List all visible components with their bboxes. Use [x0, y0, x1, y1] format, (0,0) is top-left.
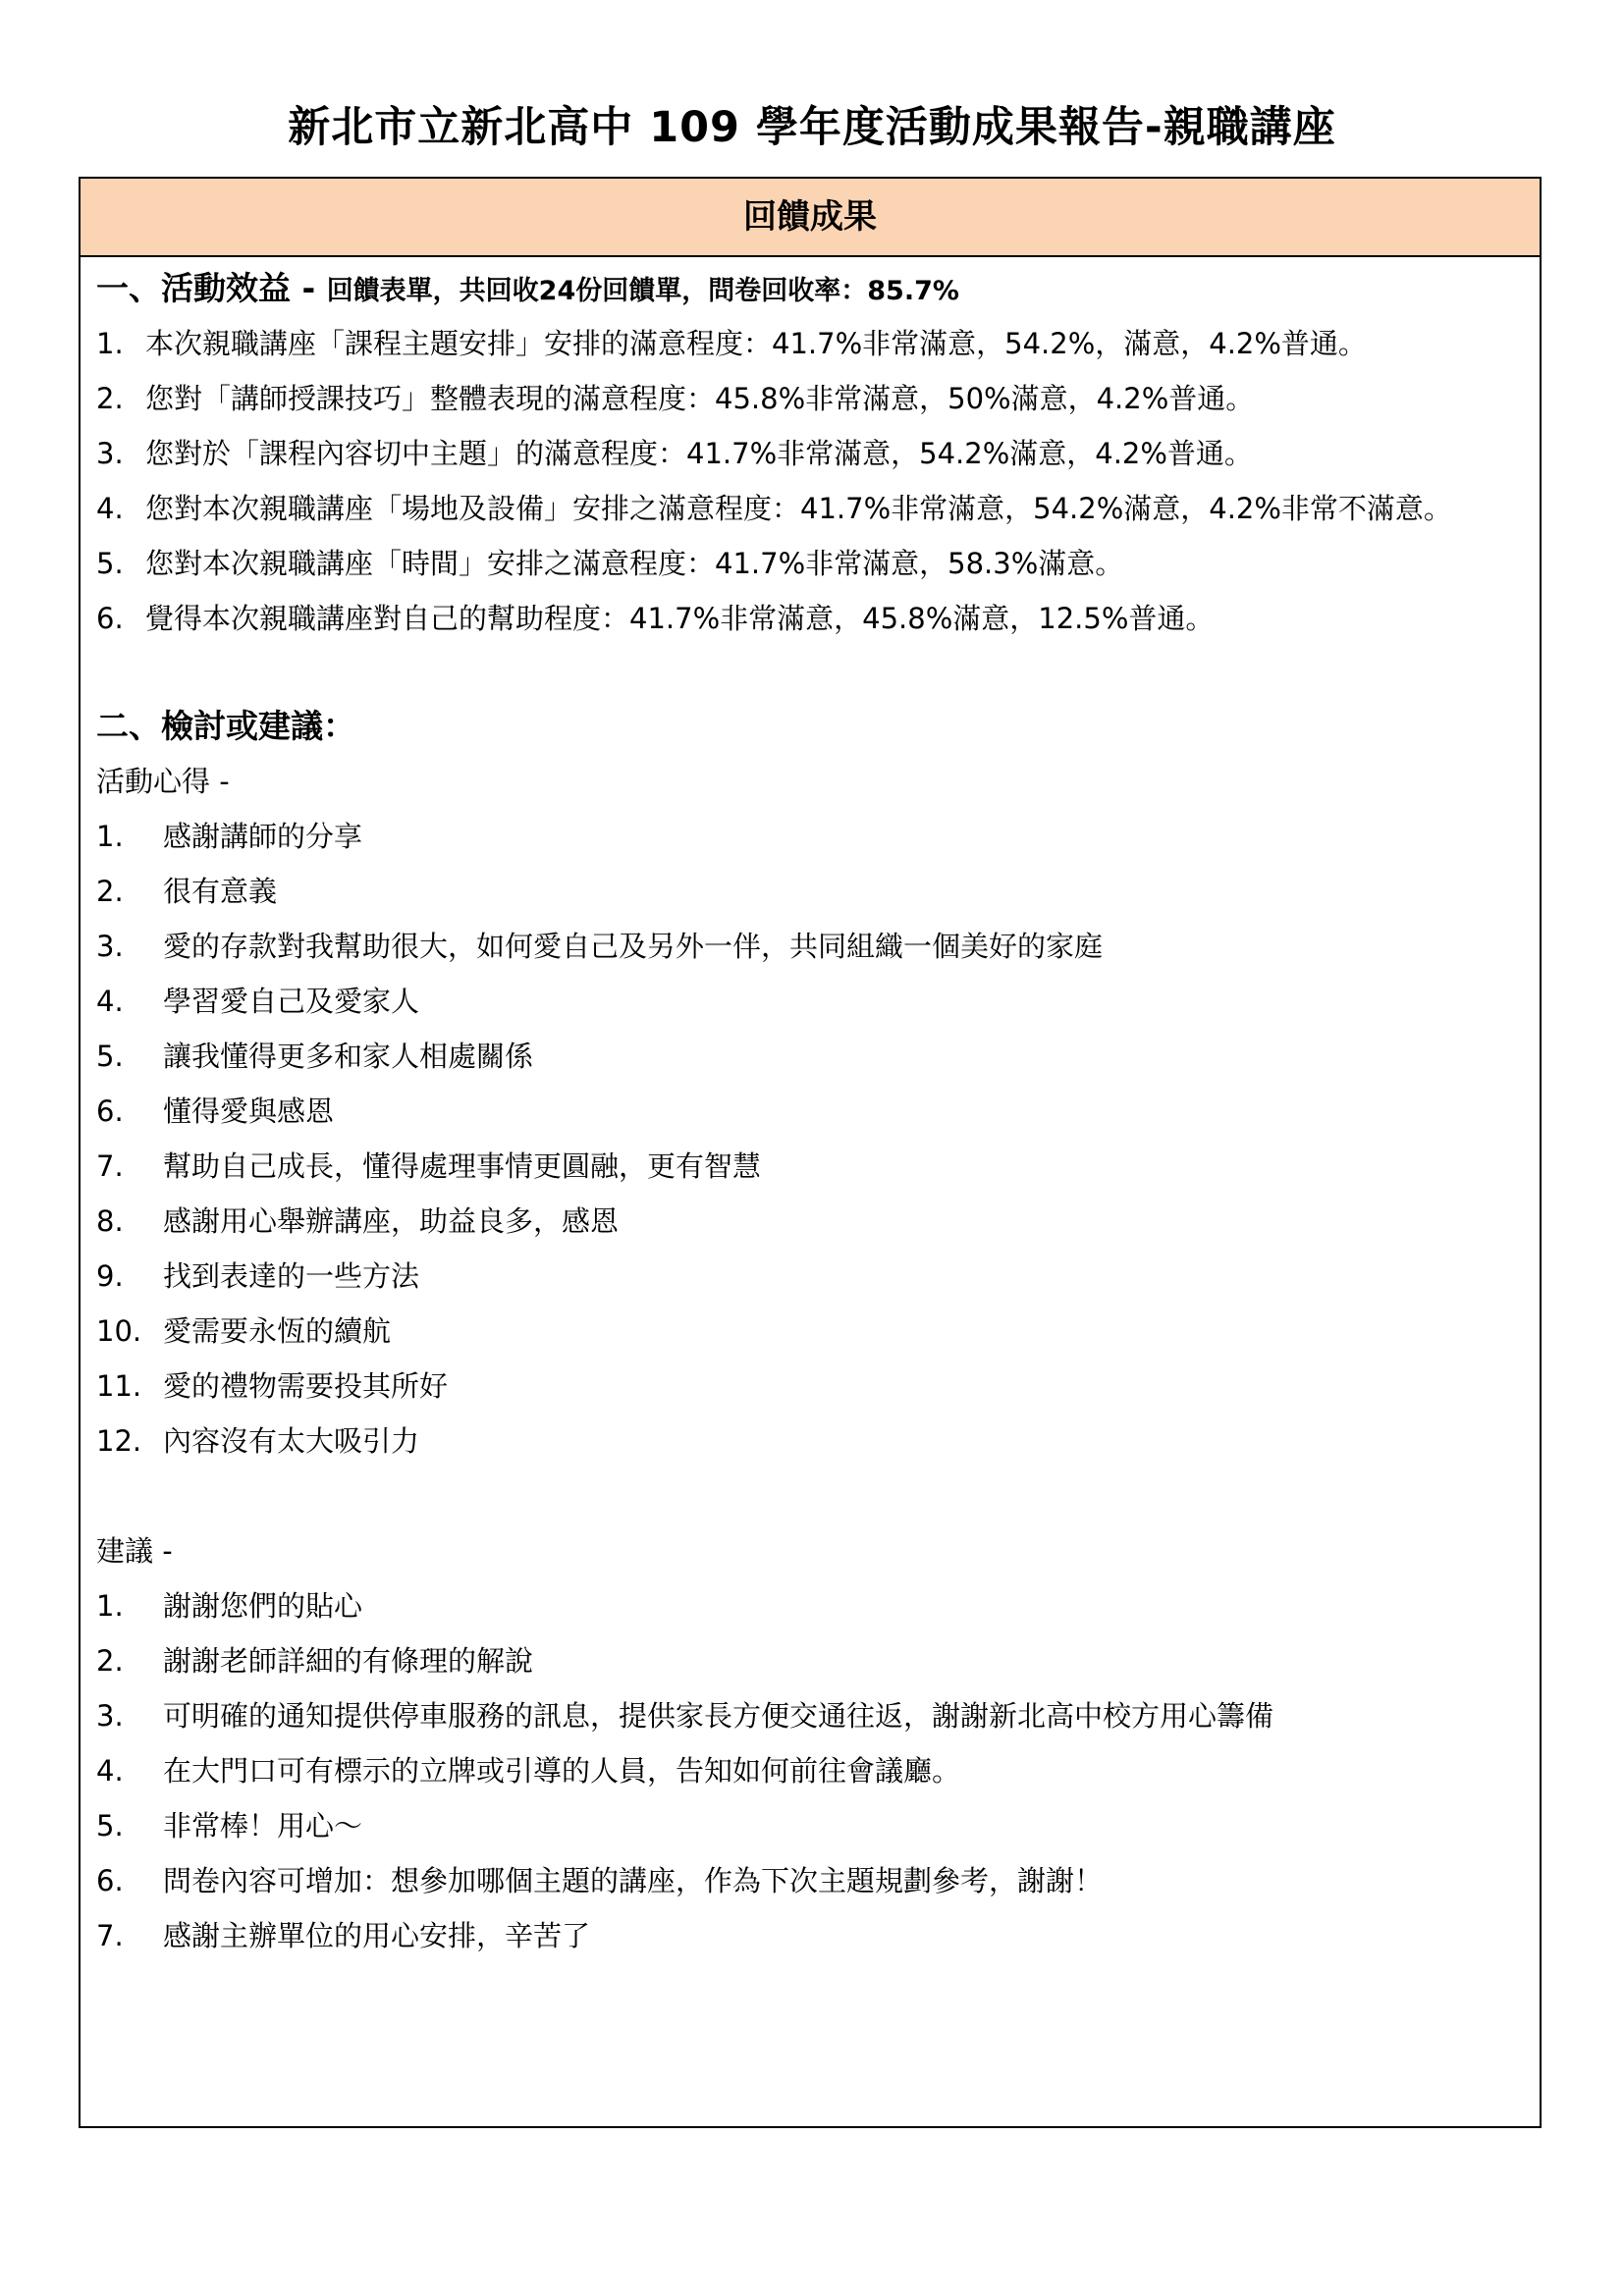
item-number: 8. — [96, 1204, 124, 1238]
item-text: 讓我懂得更多和家人相處關係 — [163, 1040, 534, 1073]
item-text: 愛的禮物需要投其所好 — [163, 1369, 449, 1403]
list-item — [96, 1249, 1540, 1304]
item-text: 謝謝您們的貼心 — [163, 1589, 363, 1623]
list-item — [96, 316, 1540, 371]
item-text: 問卷內容可增加：想參加哪個主題的講座，作為下次主題規劃參考，謝謝！ — [163, 1864, 1104, 1897]
item-number: 3. — [96, 437, 124, 470]
suggestions-list — [96, 1578, 1540, 1963]
section-benefits-heading — [96, 261, 1540, 316]
item-text: 找到表達的一些方法 — [163, 1259, 420, 1293]
item-number: 1. — [96, 1589, 124, 1623]
item-number: 4. — [96, 492, 124, 525]
item-text: 學習愛自己及愛家人 — [163, 985, 420, 1018]
list-item — [96, 481, 1540, 536]
item-number: 2. — [96, 875, 124, 908]
item-text: 可明確的通知提供停車服務的訊息，提供家長方便交通往返，謝謝新北高中校方用心籌備 — [163, 1699, 1274, 1733]
box-header: 回饋成果 — [81, 179, 1540, 257]
list-item — [96, 426, 1540, 481]
list-item — [96, 1084, 1540, 1139]
section-benefits-subtitle: 回饋表單，共回收24份回饋單，問卷回收率：85.7% — [326, 276, 959, 306]
item-number: 7. — [96, 1919, 124, 1952]
item-number: 4. — [96, 985, 124, 1018]
item-number: 6. — [96, 602, 124, 635]
item-number: 12. — [96, 1424, 142, 1458]
item-number: 3. — [96, 1699, 124, 1733]
list-item — [96, 371, 1540, 426]
spacer — [96, 1468, 1540, 1523]
item-text: 很有意義 — [163, 875, 278, 908]
list-item — [96, 1688, 1540, 1743]
list-item — [96, 1029, 1540, 1084]
list-item — [96, 1414, 1540, 1468]
list-item — [96, 1194, 1540, 1249]
item-text: 覺得本次親職講座對自己的幫助程度：41.7%非常滿意，45.8%滿意，12.5%普通。 — [145, 602, 1215, 635]
item-number: 6. — [96, 1095, 124, 1128]
item-text: 幫助自己成長，懂得處理事情更圓融，更有智慧 — [163, 1149, 762, 1183]
list-item — [96, 1139, 1540, 1194]
item-text: 愛的存款對我幫助很大，如何愛自己及另外一伴，共同組織一個美好的家庭 — [163, 930, 1104, 963]
item-text: 您對本次親職講座「場地及設備」安排之滿意程度：41.7%非常滿意，54.2%滿意，4.2%非常不滿意。 — [145, 492, 1452, 525]
list-item — [96, 1633, 1540, 1688]
reflections-label: 活動心得 - — [96, 765, 230, 798]
list-item — [96, 1853, 1540, 1908]
item-number: 11. — [96, 1369, 142, 1403]
list-item — [96, 591, 1540, 646]
item-number: 9. — [96, 1259, 124, 1293]
list-item — [96, 536, 1540, 591]
item-text: 愛需要永恆的續航 — [163, 1314, 392, 1348]
list-item — [96, 1743, 1540, 1798]
list-item — [96, 1578, 1540, 1633]
page-title: 新北市立新北高中 109 學年度活動成果報告-親職講座 — [288, 103, 1336, 152]
item-text: 懂得愛與感恩 — [163, 1095, 335, 1128]
item-number: 3. — [96, 930, 124, 963]
list-item — [96, 809, 1540, 864]
list-item — [96, 974, 1540, 1029]
item-text: 您對本次親職講座「時間」安排之滿意程度：41.7%非常滿意，58.3%滿意。 — [145, 547, 1124, 580]
list-item — [96, 1908, 1540, 1963]
item-number: 2. — [96, 1644, 124, 1678]
item-number: 1. — [96, 327, 124, 360]
list-item — [96, 1359, 1540, 1414]
item-text: 感謝用心舉辦講座，助益良多，感恩 — [163, 1204, 620, 1238]
list-item — [96, 864, 1540, 919]
item-number: 4. — [96, 1754, 124, 1788]
box-content — [81, 261, 1540, 1963]
report-box — [79, 177, 1542, 2128]
item-number: 7. — [96, 1149, 124, 1183]
list-item — [96, 1304, 1540, 1359]
item-text: 感謝講師的分享 — [163, 820, 363, 853]
item-text: 內容沒有太大吸引力 — [163, 1424, 420, 1458]
section-review-heading: 二、檢討或建議： — [96, 707, 355, 745]
reflections-list — [96, 809, 1540, 1468]
item-number: 5. — [96, 1809, 124, 1842]
item-text: 謝謝老師詳細的有條理的解說 — [163, 1644, 534, 1678]
item-text: 非常棒！用心～ — [163, 1809, 363, 1842]
list-item — [96, 919, 1540, 974]
item-text: 本次親職講座「課程主題安排」安排的滿意程度：41.7%非常滿意，54.2%，滿意，4.2%普通。 — [145, 327, 1367, 360]
satisfaction-list — [96, 316, 1540, 646]
item-text: 感謝主辦單位的用心安排，辛苦了 — [163, 1919, 591, 1952]
item-number: 6. — [96, 1864, 124, 1897]
item-text: 在大門口可有標示的立牌或引導的人員，告知如何前往會議廳。 — [163, 1754, 961, 1788]
section-benefits-title: 一、活動效益 - — [96, 269, 316, 307]
item-number: 10. — [96, 1314, 142, 1348]
item-text: 您對於「課程內容切中主題」的滿意程度：41.7%非常滿意，54.2%滿意，4.2%普通。 — [145, 437, 1253, 470]
item-number: 5. — [96, 1040, 124, 1073]
list-item — [96, 1798, 1540, 1853]
suggestions-label: 建議 - — [96, 1534, 173, 1568]
item-number: 2. — [96, 382, 124, 415]
item-number: 5. — [96, 547, 124, 580]
item-text: 您對「講師授課技巧」整體表現的滿意程度：45.8%非常滿意，50%滿意，4.2%普通。 — [145, 382, 1255, 415]
item-number: 1. — [96, 820, 124, 853]
